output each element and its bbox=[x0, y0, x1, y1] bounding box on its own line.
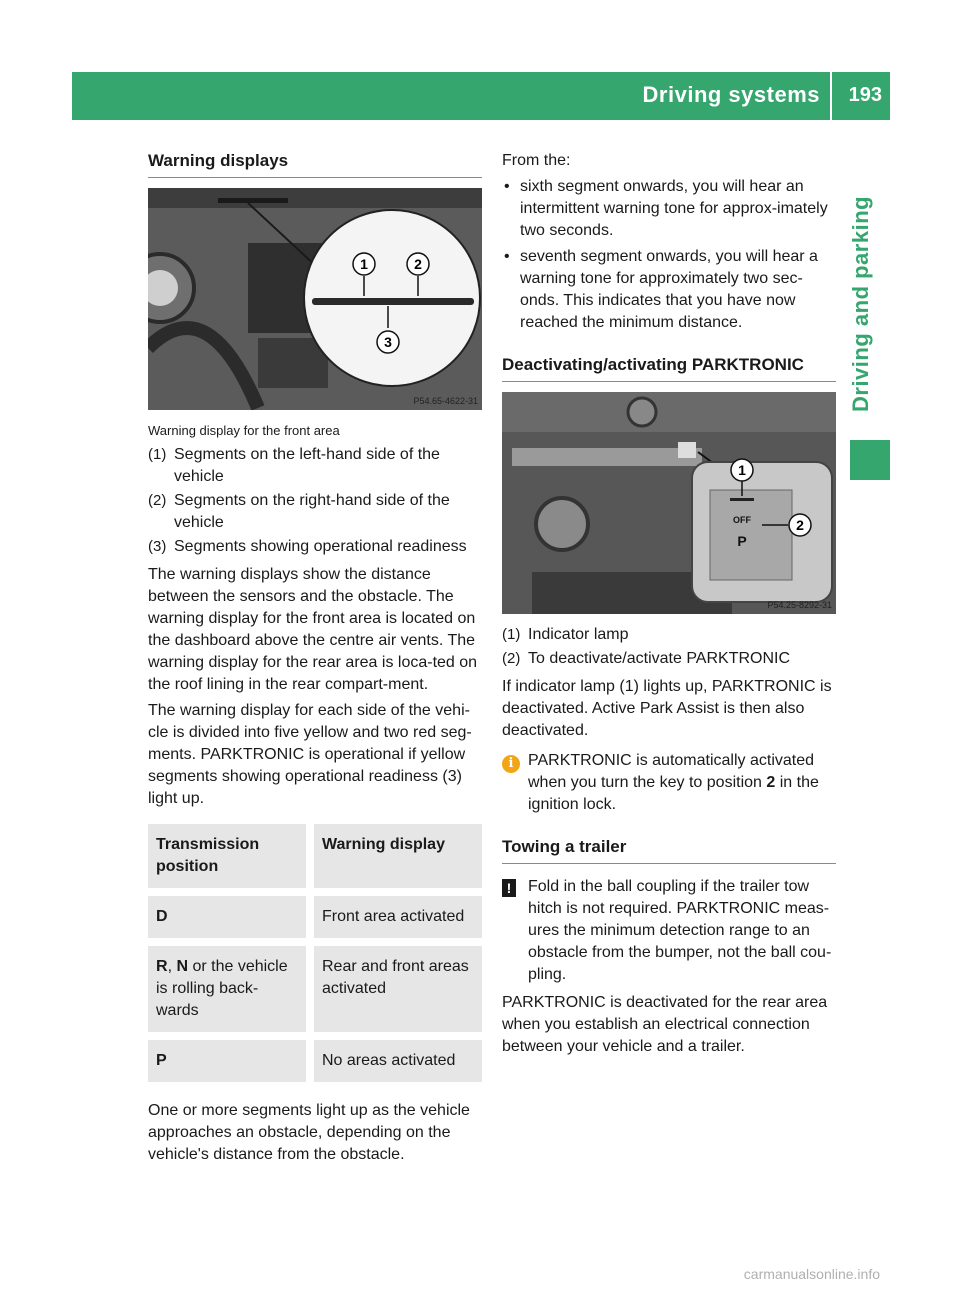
paragraph: The warning displays show the distance between the sensors and the obstacle. The warning display for the front area is located on the dashboard above the centre air vents. The warning display for the rear area is loca-ted on the roof lining in the rear compart-ment. bbox=[148, 566, 478, 693]
page-number: 193 bbox=[848, 84, 882, 106]
legend-text: Segments showing operational readiness bbox=[174, 538, 467, 555]
bullet-mark: • bbox=[504, 178, 510, 195]
section-title: Driving systems bbox=[642, 82, 820, 107]
paragraph: One or more segments light up as the vehicle approaches an obstacle, depending on the vehicle's distance from the obstacle. bbox=[148, 1102, 470, 1163]
info-text: PARKTRONIC is automatically activated when you turn the key to position 2 in the ignition lock. bbox=[528, 752, 819, 813]
callout-1: 1 bbox=[738, 462, 746, 478]
legend-item bbox=[148, 536, 482, 558]
side-tab-marker bbox=[850, 440, 890, 480]
legend-item bbox=[148, 490, 482, 534]
legend-item bbox=[502, 648, 836, 670]
figure-caption: Warning display for the front area bbox=[148, 423, 340, 438]
list-item bbox=[502, 246, 836, 334]
transmission-table bbox=[148, 824, 482, 1090]
legend-item bbox=[502, 624, 836, 646]
legend-item bbox=[148, 444, 482, 488]
off-label: OFF bbox=[733, 515, 751, 525]
towing-heading: Towing a trailer bbox=[502, 836, 836, 864]
legend-text: Segments on the right-hand side of the vehicle bbox=[174, 492, 450, 531]
deactivating-heading: Deactivating/activating PARKTRONIC bbox=[502, 354, 836, 382]
right-column bbox=[502, 150, 836, 1058]
callout-2: 2 bbox=[414, 256, 422, 272]
figure2-callouts bbox=[502, 392, 836, 614]
paragraph: PARKTRONIC is deactivated for the rear area when you establish an electrical connection between your vehicle and a trailer. bbox=[502, 994, 828, 1055]
paragraph: The warning display for each side of the vehi-cle is divided into five yellow and two red seg-ments. PARKTRONIC is operational if yellow segments showing operational readiness (3) light up. bbox=[148, 702, 472, 807]
callout-2: 2 bbox=[796, 517, 804, 533]
header-bar bbox=[72, 72, 890, 120]
callout-3: 3 bbox=[384, 334, 392, 350]
table-row bbox=[148, 1036, 482, 1086]
legend-text: Segments on the left-hand side of the vehicle bbox=[174, 446, 440, 485]
table-row bbox=[148, 892, 482, 942]
legend-number: (3) bbox=[148, 538, 167, 555]
left-column bbox=[148, 150, 482, 1166]
figure1-callouts bbox=[148, 188, 482, 410]
warning-text: Fold in the ball coupling if the trailer tow hitch is not required. PARKTRONIC meas-ures the minimum detection range to an obstacle from the bumper, not the ball cou-pling. bbox=[528, 878, 832, 983]
callout-1: 1 bbox=[360, 256, 368, 272]
legend-number: (2) bbox=[148, 492, 167, 509]
table-cell: No areas activated bbox=[310, 1036, 482, 1086]
legend-number: (2) bbox=[502, 650, 521, 667]
column-header: Transmission position bbox=[148, 824, 310, 892]
legend-number: (1) bbox=[502, 626, 521, 643]
table-cell: Rear and front areas activated bbox=[310, 942, 482, 1036]
table-cell: Front area activated bbox=[310, 892, 482, 942]
parktronic-symbol: P bbox=[737, 533, 747, 549]
bullet-mark: • bbox=[504, 248, 510, 265]
side-tab-label: Driving and parking bbox=[848, 195, 873, 412]
legend-text: Indicator lamp bbox=[528, 626, 629, 643]
watermark: carmanualsonline.info bbox=[743, 1266, 880, 1282]
exclamation-icon: ! bbox=[502, 879, 516, 897]
figure-code: P54.65-4622-31 bbox=[413, 396, 478, 406]
legend-text: To deactivate/activate PARKTRONIC bbox=[528, 650, 791, 667]
warning-note bbox=[502, 876, 836, 986]
info-note bbox=[502, 750, 836, 816]
table-row bbox=[148, 942, 482, 1036]
table-cell: R, N or the vehicle is rolling back-wards bbox=[148, 942, 310, 1036]
figure-parktronic-button bbox=[502, 392, 836, 614]
paragraph: From the: bbox=[502, 152, 571, 169]
legend-number: (1) bbox=[148, 446, 167, 463]
figure-code: P54.25-8292-31 bbox=[767, 600, 832, 610]
warning-displays-heading: Warning displays bbox=[148, 150, 482, 178]
list-item-text: sixth segment onwards, you will hear an intermittent warning tone for approx-imately two seconds. bbox=[520, 178, 828, 239]
info-icon: i bbox=[502, 755, 520, 773]
column-header: Warning display bbox=[310, 824, 482, 892]
figure-front-warning-display bbox=[148, 188, 482, 410]
list-item bbox=[502, 176, 836, 242]
table-cell: D bbox=[148, 892, 310, 942]
list-item-text: seventh segment onwards, you will hear a warning tone for approximately two sec-onds. This indicates that you have now reached the minimum distance. bbox=[520, 248, 818, 331]
header-divider bbox=[830, 72, 832, 120]
table-cell: P bbox=[148, 1036, 310, 1086]
table-header-row bbox=[148, 824, 482, 892]
paragraph: If indicator lamp (1) lights up, PARKTRONIC is deactivated. Active Park Assist is then also deactivated. bbox=[502, 678, 832, 739]
